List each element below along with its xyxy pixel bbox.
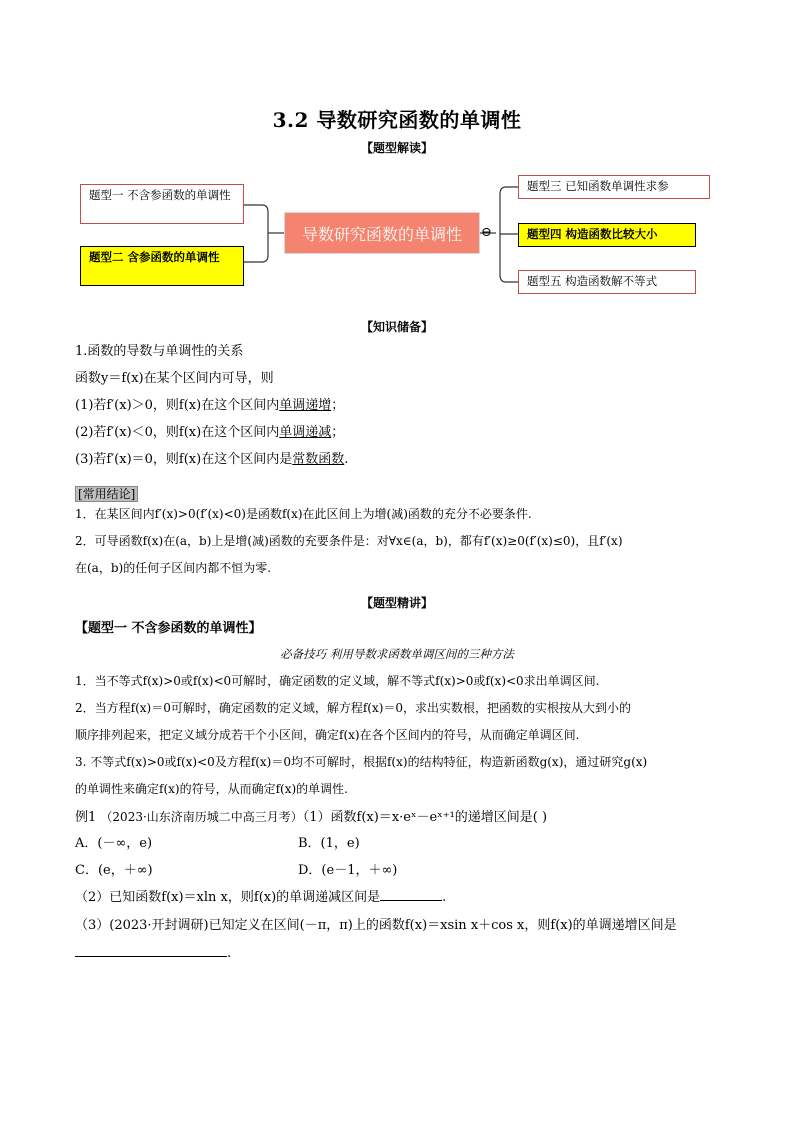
example-1-q2: （2）已知函数f(x)＝xln x，则f(x)的单调递减区间是 . bbox=[75, 890, 447, 905]
example-1-q1: 例1 （2023·山东济南历城二中高三月考）（1）函数f(x)＝x·eˣ－eˣ⁺¹的递增区间是( ) bbox=[75, 810, 548, 825]
conclusion-tag: [常用结论] bbox=[75, 483, 138, 502]
collapse-icon[interactable]: ⊖ bbox=[481, 225, 492, 240]
knowledge-item-2: (2)若f′(x)＜0，则f(x)在这个区间内单调递减； bbox=[75, 425, 345, 440]
conclusion-2-cont: 在(a，b)的任何子区间内都不恒为零. bbox=[75, 561, 272, 575]
option-a: A．(－∞，e) bbox=[75, 836, 153, 851]
type1-heading: 【题型一 不含参函数的单调性】 bbox=[75, 621, 262, 636]
page-title: 3.2 导数研究函数的单调性 bbox=[272, 108, 522, 132]
mindmap-node-type5[interactable]: 题型五 构造函数解不等式 bbox=[518, 270, 696, 294]
knowledge-item-3: (3)若f′(x)＝0，则f(x)在这个区间内是常数函数. bbox=[75, 452, 349, 467]
mindmap-node-type3[interactable]: 题型三 已知函数单调性求参 bbox=[518, 175, 710, 199]
method-3-cont: 的单调性来确定f(x)的符号，从而确定f(x)的单调性. bbox=[75, 782, 348, 796]
method-2: 2．当方程f(x)＝0可解时，确定函数的定义域，解方程f(x)＝0，求出实数根，把函数的实根按从大到小的 bbox=[75, 701, 632, 715]
option-b: B．(1，e) bbox=[298, 836, 360, 851]
option-d: D．(e－1，＋∞) bbox=[298, 863, 398, 878]
method-3: 3. 不等式f(x)>0或f(x)<0及方程f(x)＝0均不可解时，根据f(x)的结构特征，构造新函数g(x)，通过研究g(x) bbox=[75, 755, 648, 769]
option-c: C．(e，＋∞) bbox=[75, 863, 153, 878]
example-1-q3-answer: . bbox=[75, 945, 231, 963]
skill-title: 必备技巧 利用导数求函数单调区间的三种方法 bbox=[280, 647, 514, 661]
method-1: 1．当不等式f(x)>0或f(x)<0可解时，确定函数的定义域，解不等式f(x)>0或f(x)<0求出单调区间. bbox=[75, 674, 600, 688]
conclusion-2: 2．可导函数f(x)在(a，b)上是增(减)函数的充要条件是：对∀x∈(a，b)，都有f′(x)≥0(f′(x)≤0)，且f′(x) bbox=[75, 534, 623, 548]
knowledge-item-1: (1)若f′(x)＞0，则f(x)在这个区间内单调递增； bbox=[75, 398, 345, 413]
knowledge-heading: 1.函数的导数与单调性的关系 bbox=[75, 344, 244, 359]
answer-blank-q2[interactable] bbox=[380, 900, 442, 901]
section-knowledge: 【知识储备】 bbox=[360, 320, 433, 334]
knowledge-intro: 函数y＝f(x)在某个区间内可导，则 bbox=[75, 371, 274, 386]
method-2-cont: 顺序排列起来，把定义域分成若干个小区间，确定f(x)在各个区间内的符号，从而确定单调区间. bbox=[75, 728, 580, 742]
section-lecture: 【题型精讲】 bbox=[360, 596, 433, 610]
mindmap-center-node[interactable]: 导数研究函数的单调性 bbox=[284, 212, 480, 254]
conclusion-1: 1．在某区间内f′(x)>0(f′(x)<0)是函数f(x)在此区间上为增(减)函数的充分不必要条件. bbox=[75, 507, 532, 521]
mindmap-node-type4[interactable]: 题型四 构造函数比较大小 bbox=[518, 223, 696, 247]
mindmap-node-type1[interactable]: 题型一 不含参函数的单调性 bbox=[80, 184, 244, 224]
section-interpretation: 【题型解读】 bbox=[360, 141, 433, 155]
mindmap-node-type2[interactable]: 题型二 含参函数的单调性 bbox=[80, 246, 244, 286]
answer-blank-q3[interactable] bbox=[75, 956, 227, 957]
example-1-q3: （3）(2023·开封调研)已知定义在区间(－π，π)上的函数f(x)＝xsin x＋cos x，则f(x)的单调递增区间是 bbox=[75, 918, 677, 933]
